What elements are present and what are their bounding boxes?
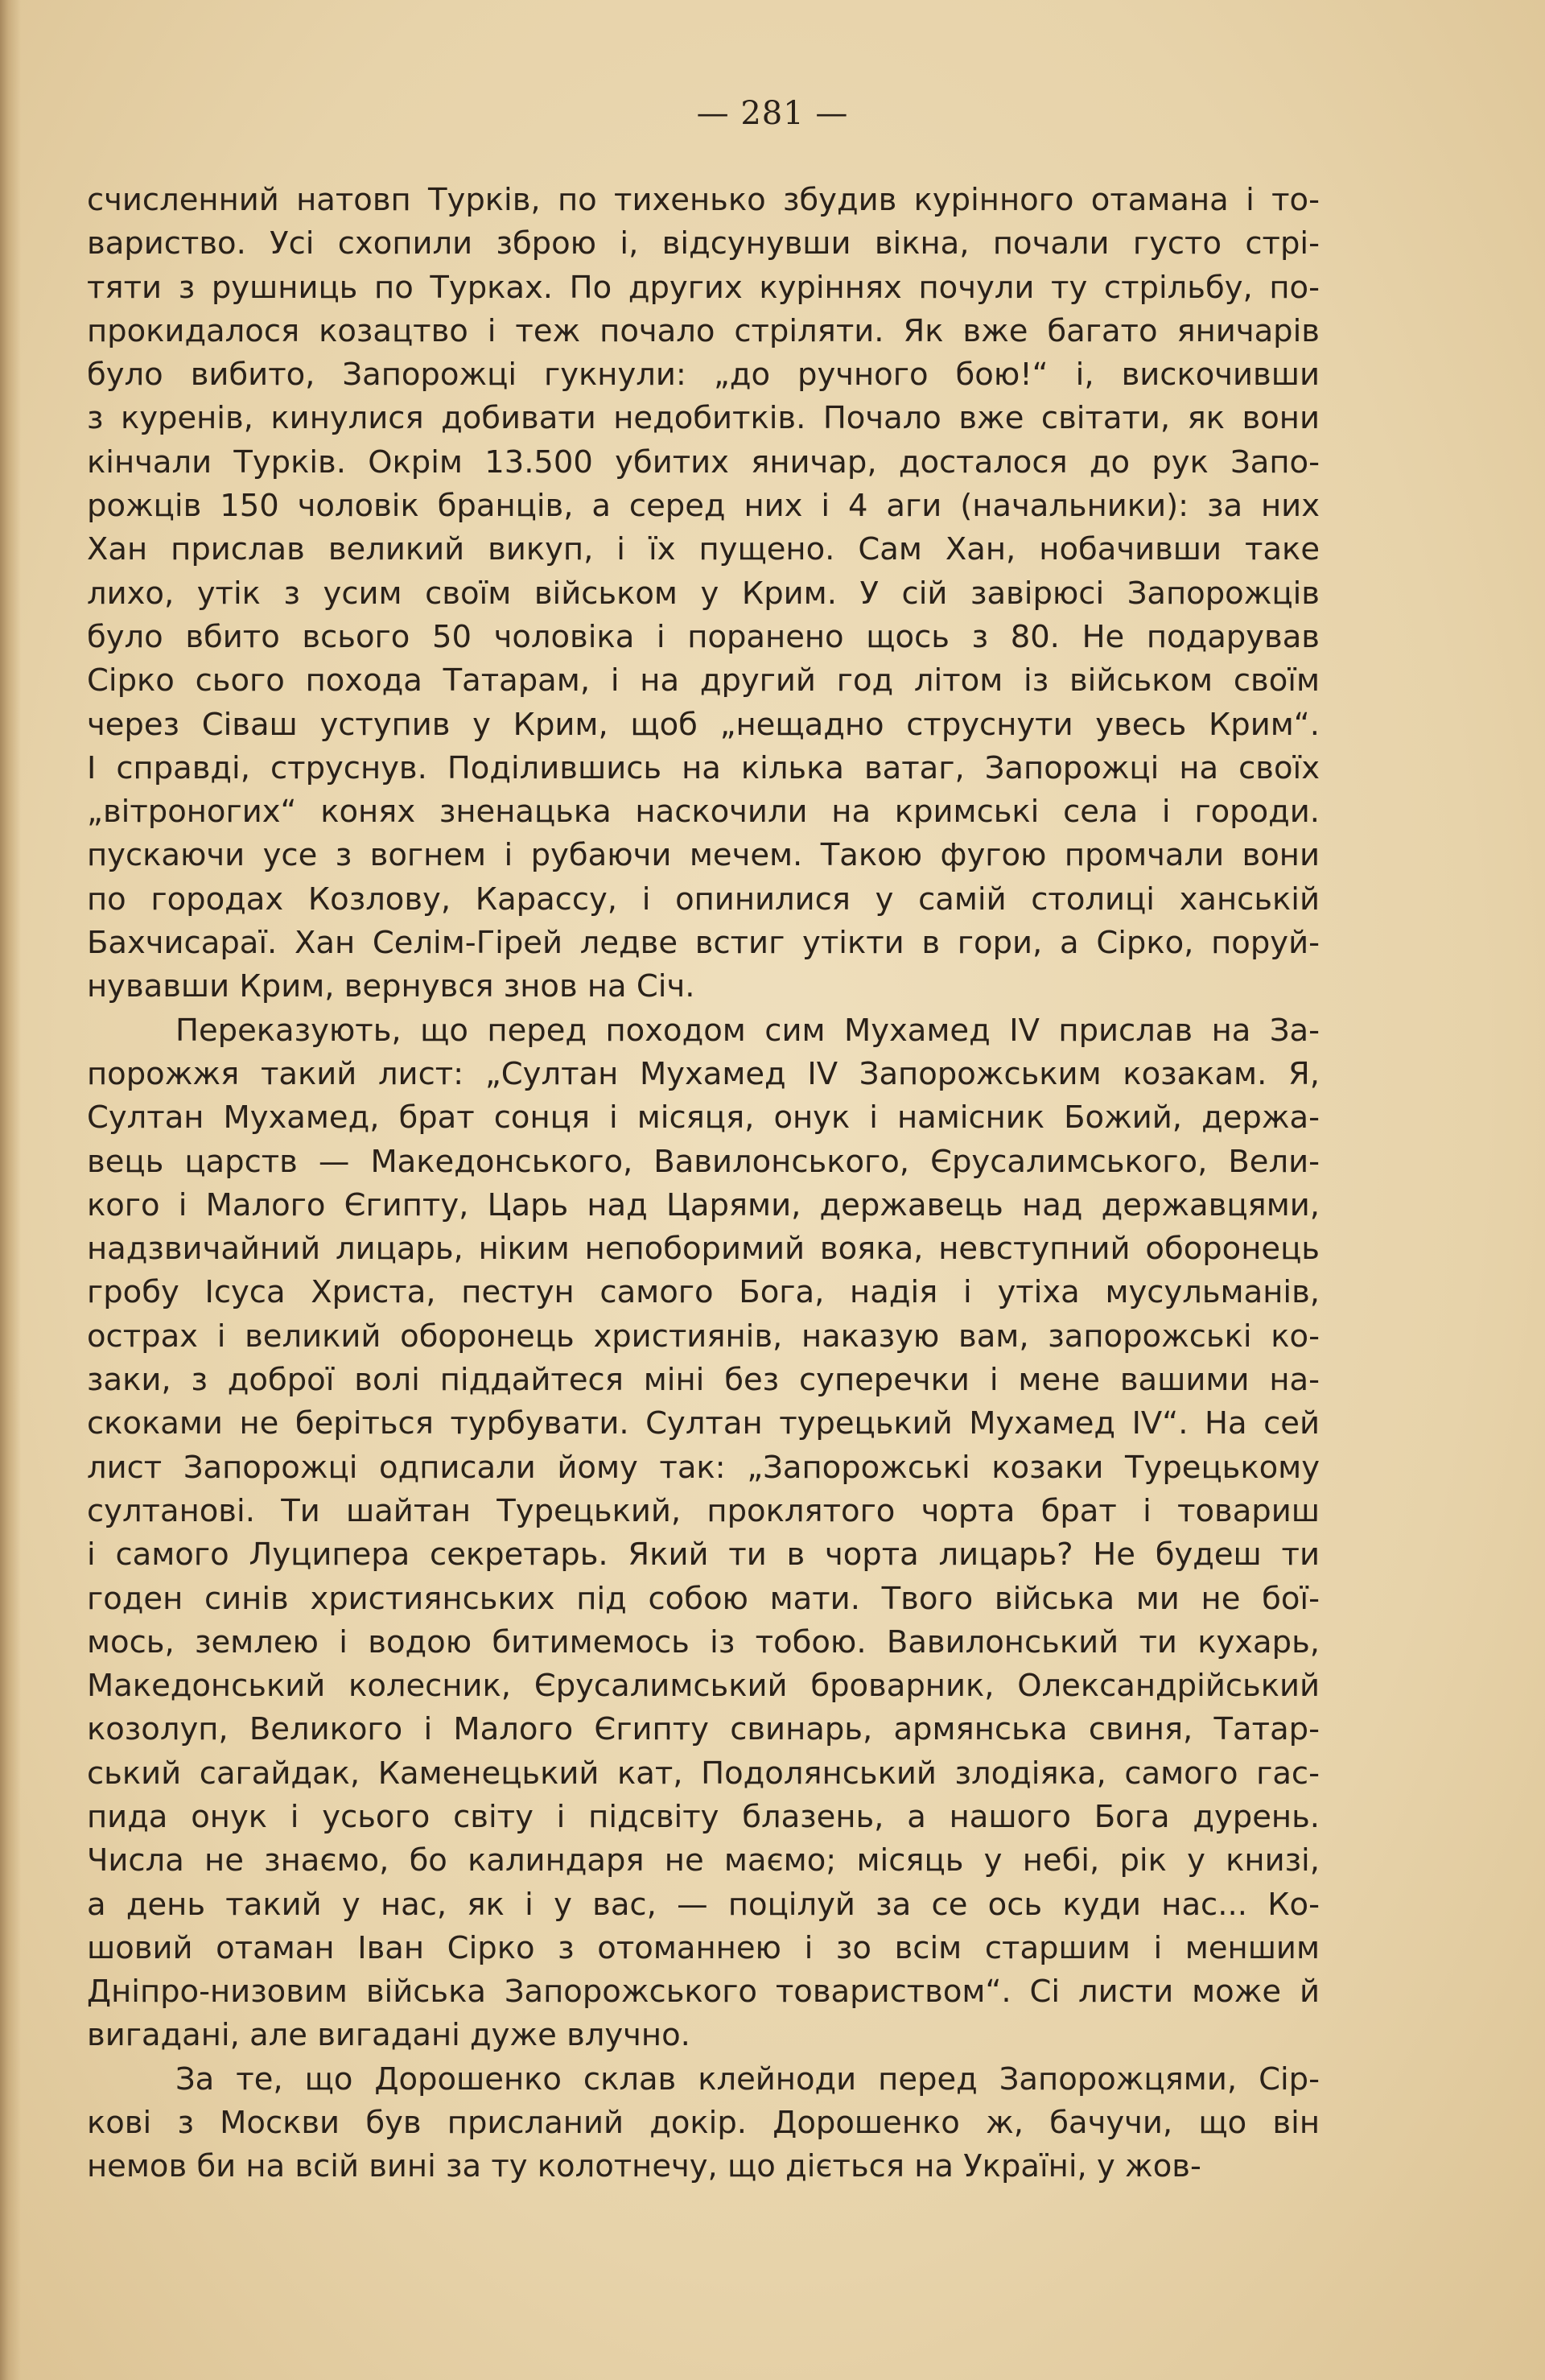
text-line: ський сагайдак, Каменецький кат, Подолянський злодіяка, самого гас- [87, 1755, 1320, 1792]
text-line: Переказують, що перед походом сим Мухамед IV прислав на За- [175, 1012, 1320, 1049]
text-line: заки, з доброї волі піддайтеся міні без суперечки і мене вашими на- [87, 1362, 1320, 1399]
text-line: по городах Козлову, Карассу, і опинилися у самій столиці ханській [87, 881, 1320, 918]
text-line: Числа не знаємо, бо калиндаря не маємо; місяць у небі, рік у книзі, [87, 1842, 1320, 1879]
page-spine-shadow [0, 0, 21, 2380]
text-line: немов би на всій вині за ту колотнечу, що діється на Україні, у жов- [87, 2148, 1201, 2185]
page-number: — 281 — [696, 95, 849, 132]
text-line: надзвичайний лицарь, ніким непоборимий вояка, невступний оборонець [87, 1231, 1320, 1268]
text-line: годен синів християнських під собою мати. Твого війська ми не бої- [87, 1580, 1320, 1617]
text-line: Хан прислав великий викуп, і їх пущено. Сам Хан, нобачивши таке [87, 531, 1320, 568]
text-line: І справді, струснув. Поділившись на кілька ватаг, Запорожці на своїх [87, 749, 1320, 786]
text-line: кінчали Турків. Окрім 13.500 убитих яничар, досталося до рук Запо- [87, 443, 1320, 481]
text-line: лихо, утік з усим своїм військом у Крим. У сій завірюсі Запорожців [87, 575, 1320, 612]
text-line: Дніпро-низовим війська Запорожського товариством“. Сі листи може й [87, 1974, 1320, 2011]
text-line: нувавши Крим, вернувся знов на Січ. [87, 968, 695, 1005]
text-line: вигадані, але вигадані дуже влучно. [87, 2017, 690, 2054]
text-line: мось, землею і водою битимемось із тобою. Вавилонський ти кухарь, [87, 1623, 1320, 1660]
text-line: було вбито всього 50 чоловіка і поранено щось з 80. Не подарував [87, 618, 1320, 655]
text-line: За те, що Дорошенко склав клейноди перед Запорожцями, Сір- [175, 2060, 1320, 2097]
text-line: з куренів, кинулися добивати недобитків. Почало вже світати, як вони [87, 400, 1320, 437]
text-line: острах і великий оборонець християнів, наказую вам, запорожські ко- [87, 1318, 1320, 1355]
text-line: було вибито, Запорожці гукнули: „до ручного бою!“ і, вискочивши [87, 357, 1320, 394]
text-line: лист Запорожці одписали йому так: „Запорожські козаки Турецькому [87, 1449, 1320, 1486]
text-line: счисленний натовп Турків, по тихенько збудив курінного отамана і то- [87, 182, 1320, 218]
text-line: пида онук і усього світу і підсвіту блазень, а нашого Бога дурень. [87, 1798, 1320, 1835]
text-line: пускаючи усе з вогнем і рубаючи мечем. Такою фугою промчали вони [87, 837, 1320, 874]
text-line: а день такий у нас, як і у вас, — поцілуй за се ось куди нас... Ко- [87, 1886, 1320, 1923]
text-line: „вітроногих“ конях зненацька наскочили на кримські села і городи. [87, 794, 1320, 831]
text-line: Сірко сього похода Татарам, і на другий год літом із військом своїм [87, 662, 1320, 699]
text-line: прокидалося козацтво і теж почало стріляти. Як вже багато яничарів [87, 312, 1320, 349]
text-line: Бахчисараї. Хан Селім-Гірей ледве встиг утікти в гори, а Сірко, поруй- [87, 925, 1320, 962]
text-line: Македонський колесник, Єрусалимський броварник, Олександрійський [87, 1668, 1320, 1705]
text-line: гробу Ісуса Христа, пестун самого Бога, надія і утіха мусульманів, [87, 1274, 1320, 1311]
text-line: і самого Луципера секретарь. Який ти в чорта лицарь? Не будеш ти [87, 1536, 1320, 1574]
text-line: кого і Малого Єгипту, Царь над Царями, державець над державцями, [87, 1186, 1320, 1223]
paragraph [87, 2058, 1320, 2189]
text-line: козолуп, Великого і Малого Єгипту свинарь, армянська свиня, Татар- [87, 1711, 1320, 1748]
text-line: рожців 150 чоловік бранців, а серед них і 4 аги (начальники): за них [87, 488, 1320, 525]
text-line: султанові. Ти шайтан Турецький, проклятого чорта брат і товариш [87, 1492, 1320, 1529]
text-line: скоками не беріться турбувати. Султан турецький Мухамед IV“. На сей [87, 1405, 1320, 1442]
text-line: Султан Мухамед, брат сонця і місяця, онук і намісник Божий, держа- [87, 1099, 1320, 1136]
text-line: кові з Москви був присланий докір. Дорошенко ж, бачучи, що він [87, 2105, 1320, 2142]
text-line: вариство. Усі схопили зброю і, відсунувши вікна, почали густо стрі- [87, 225, 1320, 262]
text-line: вець царств — Македонського, Вавилонського, Єрусалимського, Вели- [87, 1143, 1320, 1180]
page-body-text [87, 179, 1320, 2189]
text-line: через Сіваш уступив у Крим, щоб „нещадно струснути увесь Крим“. [87, 706, 1320, 743]
text-line: тяти з рушниць по Турках. По других куріннях почули ту стрільбу, по- [87, 269, 1320, 306]
text-line: шовий отаман Іван Сірко з отоманнею і зо всім старшим і меншим [87, 1929, 1320, 1966]
text-line: порожжя такий лист: „Султан Мухамед IV Запорожським козакам. Я, [87, 1055, 1320, 1092]
paragraph [87, 179, 1320, 1009]
paragraph [87, 1009, 1320, 2058]
